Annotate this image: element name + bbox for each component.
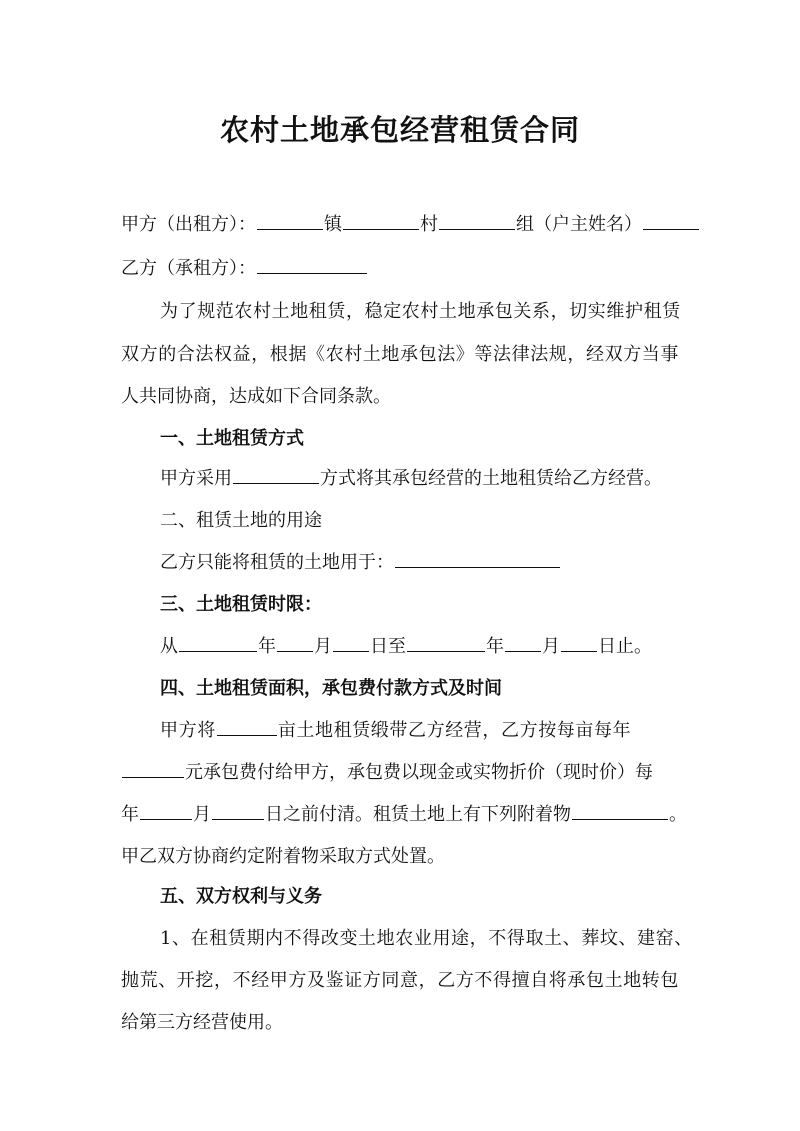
town-label: 镇 — [324, 214, 342, 235]
area-mu-blank[interactable] — [217, 716, 277, 736]
village-blank[interactable] — [343, 210, 419, 230]
section-5-item-1-line-2: 抛荒、开挖，不经甲方及鉴证方同意，乙方不得擅自将承包土地转包 — [121, 970, 679, 991]
village-label: 村 — [420, 214, 438, 235]
start-month-blank[interactable] — [277, 632, 313, 652]
town-blank[interactable] — [257, 210, 323, 230]
preamble-line-2: 双方的合法权益，根据《农村土地承包法》等法律法规，经双方当事 — [121, 344, 679, 365]
section-5-heading: 五、双方权利与义务 — [160, 886, 322, 907]
preamble-line-3: 人共同协商，达成如下合同条款。 — [121, 386, 391, 407]
end-year-blank[interactable] — [407, 632, 485, 652]
section-4-line-2: 元承包费付给甲方，承包费以现金或实物折价（现时价）每 — [121, 758, 691, 788]
lessee-blank[interactable] — [257, 254, 367, 274]
party-a-label: 甲方（出租方）： — [121, 214, 256, 235]
section-4-heading: 四、土地租赁面积，承包费付款方式及时间 — [160, 678, 502, 699]
lease-term-line: 从 年 月 日至 年 月 日止。 — [160, 632, 730, 662]
section-1-heading: 一、土地租赁方式 — [160, 428, 304, 449]
start-day-blank[interactable] — [333, 632, 369, 652]
payment-day-blank[interactable] — [212, 800, 264, 820]
section-4-line-4: 甲乙双方协商约定附着物采取方式处置。 — [121, 846, 445, 867]
section-5-item-1-line-3: 给第三方经营使用。 — [121, 1012, 283, 1033]
fee-amount-blank[interactable] — [122, 758, 184, 778]
party-b-label: 乙方（承租方）： — [121, 258, 256, 279]
section-5-item-1-line-1: 1、在租赁期内不得改变土地农业用途，不得取土、葬坟、建窑、 — [160, 928, 693, 949]
section-3-heading: 三、土地租赁时限： — [160, 594, 322, 615]
payment-month-blank[interactable] — [140, 800, 192, 820]
end-day-blank[interactable] — [561, 632, 597, 652]
section-2-heading: 二、租赁土地的用途 — [160, 510, 322, 531]
section-4-line-1: 甲方将 亩土地租赁缎带乙方经营，乙方按每亩每年 — [160, 716, 730, 746]
lease-method-blank[interactable] — [233, 464, 319, 484]
section-4-line-3: 年 月 日之前付清。租赁土地上有下列附着物 。 — [121, 800, 691, 830]
householder-name-blank[interactable] — [643, 210, 699, 230]
group-label: 组（户主姓名） — [516, 214, 642, 235]
preamble-line-1: 为了规范农村土地租赁，稳定农村土地承包关系，切实维护租赁 — [160, 301, 681, 322]
group-blank[interactable] — [439, 210, 515, 230]
section-2-text: 乙方只能将租赁的土地用于： — [160, 548, 730, 578]
section-1-text: 甲方采用 方式将其承包经营的土地租赁给乙方经营。 — [160, 464, 730, 494]
document-title: 农村土地承包经营租赁合同 — [219, 113, 580, 147]
party-b-line — [121, 254, 691, 284]
attachments-blank[interactable] — [572, 800, 668, 820]
party-a-line — [121, 210, 691, 240]
start-year-blank[interactable] — [179, 632, 257, 652]
end-month-blank[interactable] — [505, 632, 541, 652]
land-use-blank[interactable] — [395, 548, 560, 568]
